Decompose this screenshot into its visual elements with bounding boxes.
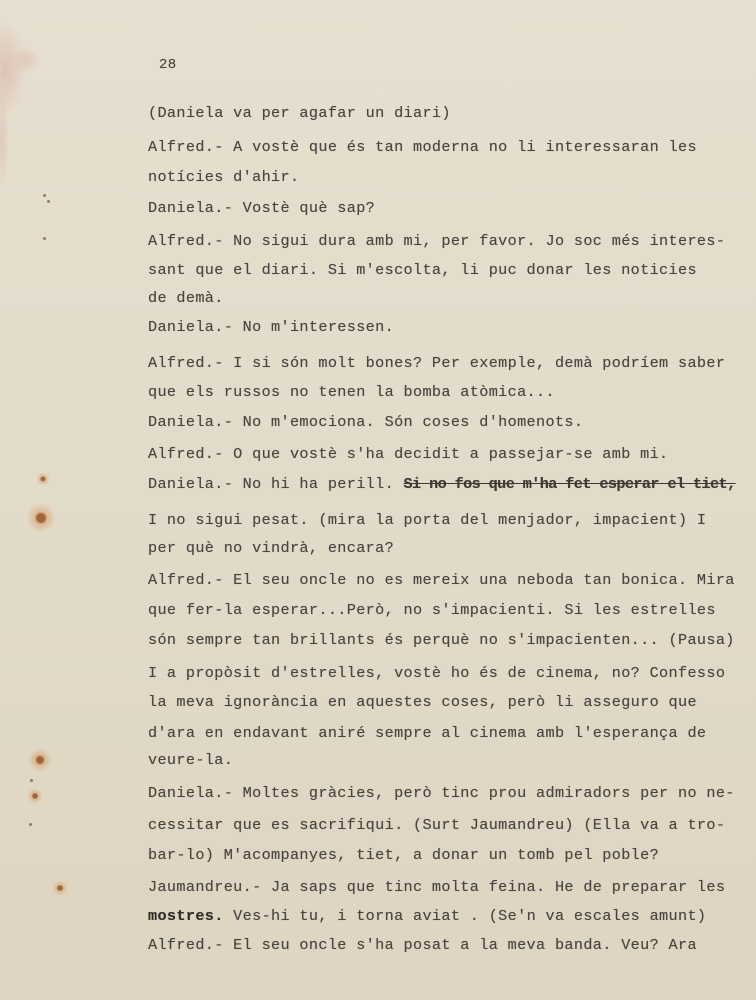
rust-stain [36, 472, 50, 486]
stage-direction: (Daniela va per agafar un diari) [148, 104, 451, 122]
dialogue-line: Daniela.- No m'interessen. [148, 318, 395, 336]
rust-stain [28, 748, 52, 772]
dialogue-line: que fer-la esperar...Però, no s'impacienti. Si les estrelles [148, 601, 716, 619]
dialogue-line: bar-lo) M'acompanyes, tiet, a donar un tomb pel poble? [148, 846, 660, 864]
speck [47, 200, 50, 203]
dialogue-line: Daniela.- Vostè què sap? [148, 199, 376, 217]
dialogue-line [148, 475, 736, 493]
dialogue-line [148, 907, 706, 925]
dialogue-line: notícies d'ahir. [148, 168, 300, 186]
speck [30, 779, 33, 782]
dialogue-line: Daniela.- No m'emociona. Són coses d'homenots. [148, 413, 584, 431]
speck [43, 194, 46, 197]
dialogue-line: Alfred.- A vostè que és tan moderna no li interessaran les [148, 138, 697, 156]
dialogue-line: són sempre tan brillants és perquè no s'impacienten... (Pausa) [148, 631, 735, 649]
rust-stain [27, 788, 43, 804]
dialogue-line: veure-la. [148, 751, 234, 769]
dialogue-line: Alfred.- No sigui dura amb mi, per favor. Jo soc més interes- [148, 232, 726, 250]
dialogue-line: Daniela.- Moltes gràcies, però tinc prou admiradors per no ne- [148, 784, 735, 802]
rust-stain [52, 880, 68, 896]
dialogue-line: I no sigui pesat. (mira la porta del menjador, impacient) I [148, 511, 707, 529]
dialogue-line: I a propòsit d'estrelles, vostè ho és de cinema, no? Confesso [148, 664, 726, 682]
struck-out-text: Si no fos que m'ha fet esperar el tiet, [403, 475, 736, 493]
rust-stain [26, 503, 56, 533]
dialogue-line: d'ara en endavant aniré sempre al cinema amb l'esperança de [148, 724, 707, 742]
page-number: 28 [159, 57, 177, 73]
dialogue-line: de demà. [148, 289, 224, 307]
overtyped-word: mostres. [148, 907, 224, 925]
line-text: Daniela.- No hi ha perill. [148, 475, 404, 493]
dialogue-line: Alfred.- El seu oncle no es mereix una neboda tan bonica. Mira [148, 571, 735, 589]
dialogue-line: que els russos no tenen la bomba atòmica... [148, 383, 555, 401]
dialogue-line: Alfred.- I si són molt bones? Per exemple, demà podríem saber [148, 354, 726, 372]
speck [29, 823, 32, 826]
dialogue-line: Jaumandreu.- Ja saps que tinc molta feina. He de preparar les [148, 878, 726, 896]
dialogue-line: cessitar que es sacrifiqui. (Surt Jaumandreu) (Ella va a tro- [148, 816, 726, 834]
dialogue-line: la meva ignorància en aquestes coses, però li asseguro que [148, 693, 697, 711]
dialogue-line: sant que el diari. Si m'escolta, li puc donar les noticies [148, 261, 697, 279]
dialogue-line: Alfred.- El seu oncle s'ha posat a la meva banda. Veu? Ara [148, 936, 697, 954]
line-text: Ves-hi tu, i torna aviat . (Se'n va escales amunt) [223, 907, 707, 925]
speck [43, 237, 46, 240]
dialogue-line: Alfred.- O que vostè s'ha decidit a passejar-se amb mi. [148, 445, 669, 463]
dialogue-line: per què no vindrà, encara? [148, 539, 395, 557]
